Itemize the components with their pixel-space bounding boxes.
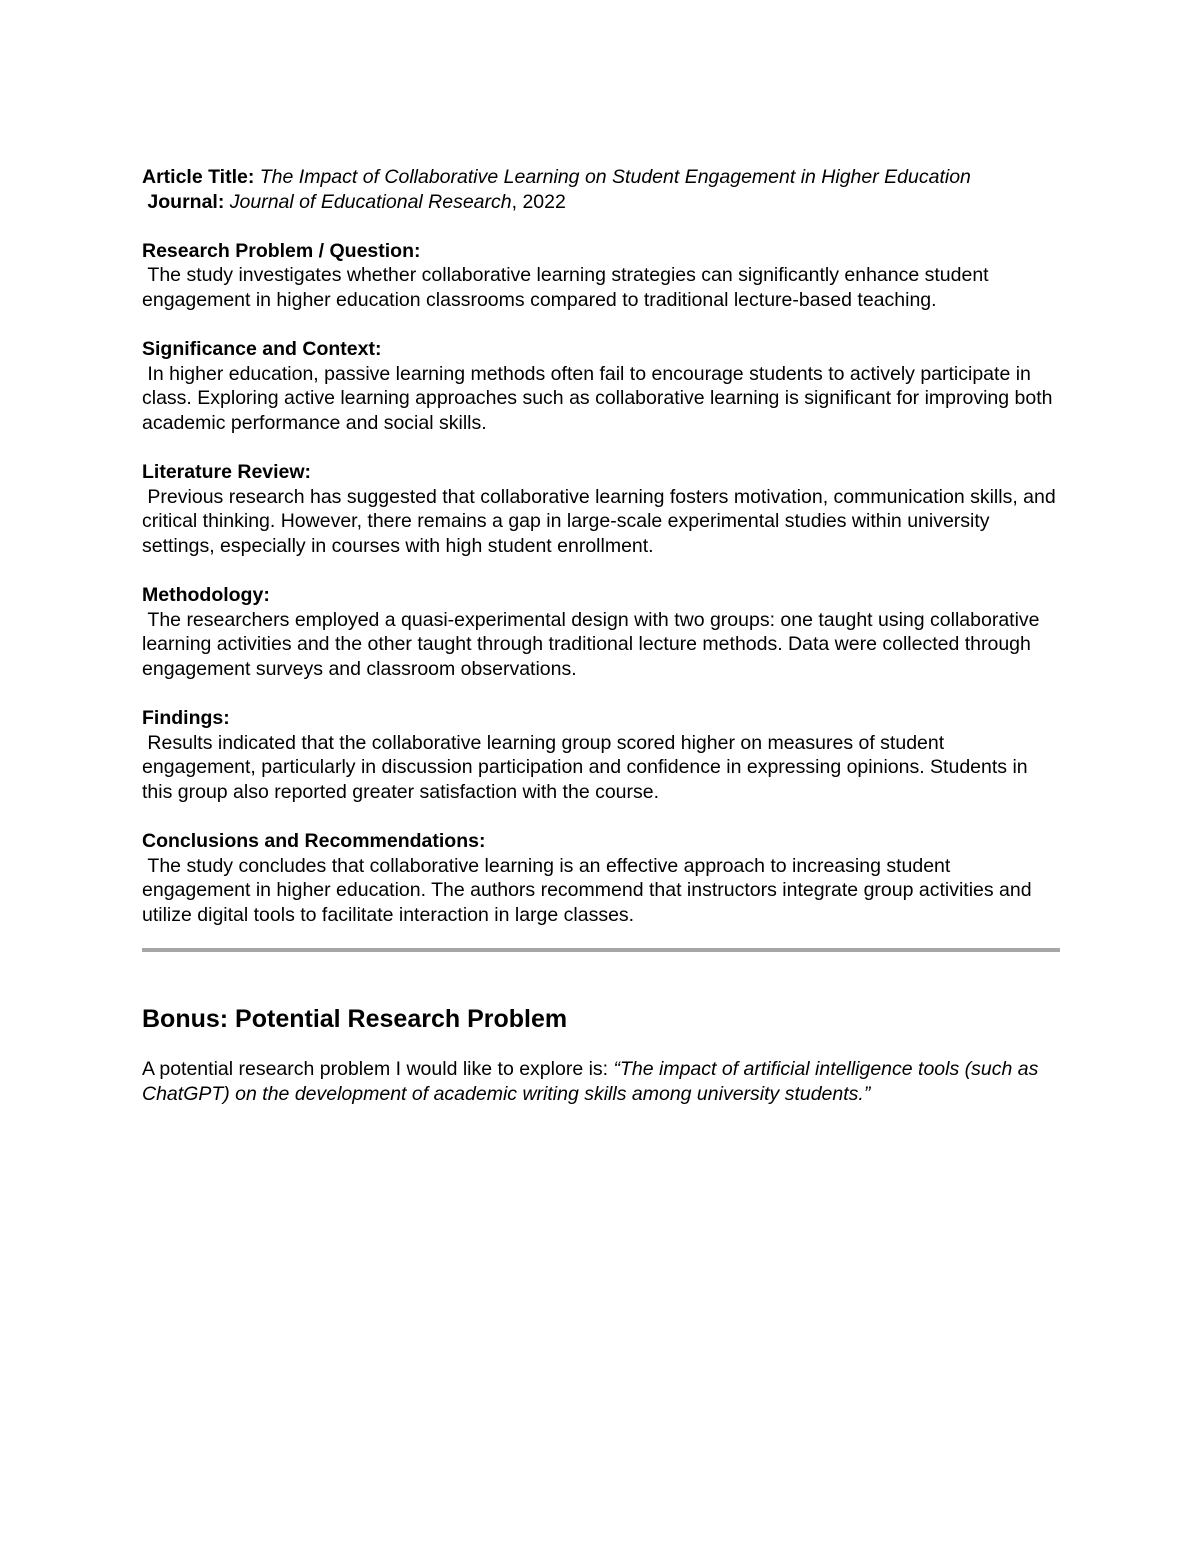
journal-year: , 2022 (511, 190, 566, 213)
section-methodology (142, 583, 1060, 681)
document-page (142, 165, 1060, 1107)
section-heading: Methodology: (142, 584, 270, 607)
section-body-wrap (142, 731, 1060, 805)
journal-line (142, 190, 1060, 215)
section-body: The study investigates whether collaborative learning strategies can significantly enhance student engagement in higher education classrooms compared to traditional lecture-based teaching. (142, 264, 995, 311)
article-title: The Impact of Collaborative Learning on Student Engagement in Higher Education (259, 166, 971, 188)
horizontal-divider (142, 948, 1060, 952)
section-heading: Conclusions and Recommendations: (142, 830, 486, 853)
section-body-wrap (142, 263, 1060, 312)
section-body: Results indicated that the collaborative learning group scored higher on measures of student engagement, particularly in discussion participation and confidence in expressing opinions. Students in this group also reported greater satisfaction with the course. (142, 731, 1034, 803)
article-header (142, 165, 1060, 214)
section-body: The study concludes that collaborative learning is an effective approach to increasing student engagement in higher education. The authors recommend that instructors integrate group activities and utilize digital tools to facilitate interaction in large classes. (142, 854, 1038, 926)
section-research-problem (142, 239, 1060, 313)
section-heading: Literature Review: (142, 461, 312, 484)
section-literature-review (142, 460, 1060, 558)
journal-label: Journal: (147, 190, 225, 213)
section-body-wrap (142, 854, 1060, 928)
article-title-label: Article Title: (142, 166, 255, 188)
section-heading: Research Problem / Question: (142, 239, 421, 262)
section-body-wrap (142, 362, 1060, 436)
section-conclusions (142, 829, 1060, 927)
section-heading: Significance and Context: (142, 338, 382, 361)
bonus-problem: “The impact of artificial intelligence tools (such as ChatGPT) on the development of academic writing skills among university students.” (142, 1058, 1039, 1106)
section-body-wrap (142, 485, 1060, 559)
section-heading: Findings: (142, 707, 230, 730)
section-body: The researchers employed a quasi-experimental design with two groups: one taught using collaborative learning activities and the other taught through traditional lecture methods. Data were collected through engagement surveys and classroom observations. (142, 608, 1045, 680)
section-significance (142, 337, 1060, 435)
section-body: In higher education, passive learning methods often fail to encourage students to actively participate in class. Exploring active learning approaches such as collaborative learning is significant for improving both academic performance and social skills. (142, 362, 1058, 434)
journal-name: Journal of Educational Research (229, 190, 512, 213)
section-findings (142, 706, 1060, 804)
section-body-wrap (142, 608, 1060, 682)
bonus-intro: A potential research problem I would like to explore is: (142, 1058, 614, 1081)
bonus-paragraph (142, 1057, 1060, 1107)
section-body: Previous research has suggested that collaborative learning fosters motivation, communication skills, and critical thinking. However, there remains a gap in large-scale experimental studies within university settings, especially in courses with high student enrollment. (142, 485, 1062, 557)
bonus-heading: Bonus: Potential Research Problem (142, 1005, 568, 1034)
